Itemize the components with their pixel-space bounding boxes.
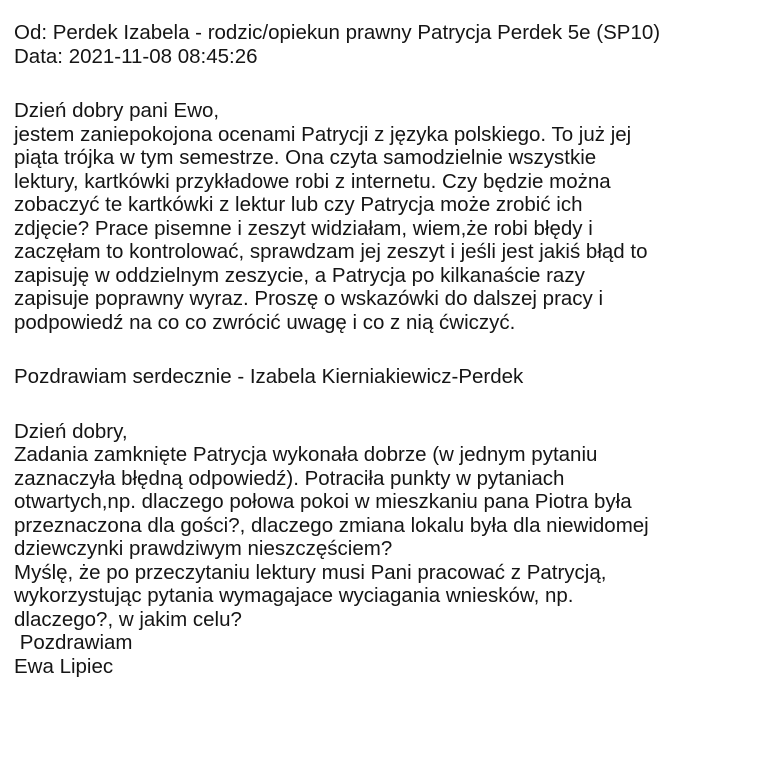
parent-body-line: jestem zaniepokojona ocenami Patrycji z języka polskiego. To już jej — [14, 122, 632, 146]
message-text — [14, 21, 764, 678]
date-line: Data: 2021-11-08 08:45:26 — [14, 44, 258, 68]
teacher-body-line: otwartych,np. dlaczego połowa pokoi w mieszkaniu pana Piotra była — [14, 490, 632, 513]
parent-body-line: zaczęłam to kontrolować, sprawdzam jej zeszyt i jeśli jest jakiś błąd to — [14, 240, 648, 263]
spacer — [14, 334, 764, 365]
parent-body-line: zapisuje poprawny wyraz. Proszę o wskazówki do dalszej pracy i — [14, 287, 604, 310]
parent-body-line: zobaczyć te kartkówki z lektur lub czy Patrycja może zrobić ich — [14, 193, 583, 216]
parent-signoff: Pozdrawiam serdecznie - Izabela Kierniakiewicz-Perdek — [14, 365, 524, 388]
teacher-body-line: Myślę, że po przeczytaniu lektury musi Pani pracować z Patrycją, — [14, 560, 607, 584]
teacher-body-line: zaznaczyła błędną odpowiedź). Potraciła punkty w pytaniach — [14, 466, 565, 490]
spacer — [14, 68, 764, 99]
teacher-body-line: dziewczynki prawdziwym nieszczęściem? — [14, 537, 393, 560]
teacher-closing: Pozdrawiam — [14, 631, 133, 654]
parent-body-line: zapisuję w oddzielnym zeszycie, a Patrycja po kilkanaście razy — [14, 263, 585, 287]
parent-body-line: piąta trójka w tym semestrze. Ona czyta samodzielnie wszystkie — [14, 146, 597, 169]
teacher-body-line: wykorzystując pytania wymagajace wyciagania wniesków, np. — [14, 584, 574, 607]
teacher-body-line: Zadania zamknięte Patrycja wykonała dobrze (w jednym pytaniu — [14, 443, 598, 466]
parent-body-line: zdjęcie? Prace pisemne i zeszyt widziałam, wiem,że robi błędy i — [14, 216, 593, 240]
teacher-body-line: dlaczego?, w jakim celu? — [14, 607, 242, 631]
teacher-greeting: Dzień dobry, — [14, 419, 128, 443]
from-line: Od: Perdek Izabela - rodzic/opiekun prawny Patrycja Perdek 5e (SP10) — [14, 21, 661, 44]
parent-greeting: Dzień dobry pani Ewo, — [14, 99, 220, 122]
teacher-signature: Ewa Lipiec — [14, 654, 114, 678]
teacher-body-line: przeznaczona dla gości?, dlaczego zmiana lokalu była dla niewidomej — [14, 513, 649, 537]
parent-body-line: podpowiedź na co co zwrócić uwagę i co z nią ćwiczyć. — [14, 310, 516, 334]
spacer — [14, 389, 764, 420]
parent-body-line: lektury, kartkówki przykładowe robi z internetu. Czy będzie można — [14, 169, 611, 193]
